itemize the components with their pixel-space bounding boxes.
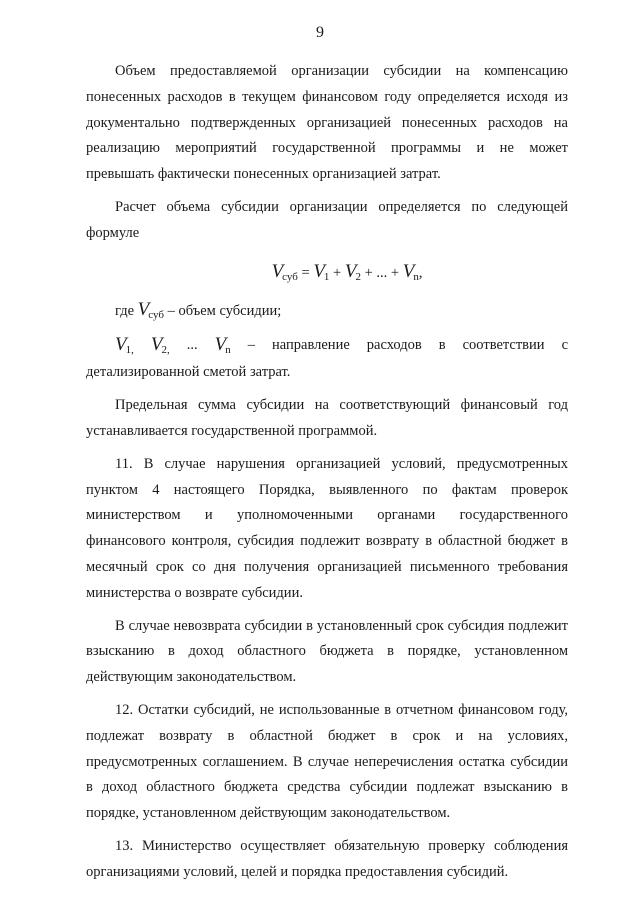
defs-v2-sub: 2, <box>161 344 170 357</box>
page-number: 9 <box>316 24 324 41</box>
formula-ellipsis: + ... + <box>360 264 403 281</box>
formula-term2-sub: 2 <box>355 270 361 283</box>
defs-vn-symbol: V <box>214 334 226 356</box>
formula-where-definition <box>86 297 568 325</box>
formula-termn-symbol: V <box>402 260 414 282</box>
formula-equals: = <box>297 264 314 281</box>
formula-plus: + <box>329 264 345 281</box>
formula-term1-sub: 1 <box>323 270 330 283</box>
formula-term2-symbol: V <box>344 260 356 282</box>
paragraph-item-13: 13. Министерство осуществляет обязательную проверку соблюдения организациями условий, целей и порядка предоставления субсидий. <box>86 837 568 880</box>
where-text: – объем субсидии; <box>163 302 282 319</box>
defs-v2-symbol: V <box>150 334 162 356</box>
defs-continuation: детализированной сметой затрат. <box>86 364 291 381</box>
defs-symbols <box>115 331 134 360</box>
defs-v1-sub: 1, <box>125 344 134 357</box>
defs-word-2: расходов <box>366 337 422 354</box>
defs-dots: ... <box>186 337 198 354</box>
where-symbol: V <box>137 298 149 320</box>
where-sub: суб <box>148 308 164 321</box>
defs-word-5: с <box>561 337 568 354</box>
defs-vn <box>215 331 231 360</box>
paragraph-item-12: 12. Остатки субсидий, не использованные в отчетном финансовом году, подлежат возврату в областной бюджет в срок и на условиях, предусмотренных соглашением. В случае неперечисления остатка субсидии в доход областного бюджета средства субсидии подлежат взысканию в порядке, установленном действующим законодательством. <box>86 701 568 822</box>
formula-terms-definition <box>86 331 568 360</box>
paragraph-max-subsidy: Предельная сумма субсидии на соответствующий финансовый год устанавливается государственной программой. <box>86 397 568 439</box>
defs-word-3: в <box>438 337 446 354</box>
defs-word-1: направление <box>272 337 350 354</box>
paragraph-item-11: 11. В случае нарушения организацией условий, предусмотренных пунктом 4 настоящего Порядка, выявленного по фактам проверок министерством и уполномоченными органами государственного финансового контроля, субсидия подлежит возврату в областной бюджет в месячный срок со дня получения организацией письменного требования министерства о возврате субсидии. <box>86 455 568 601</box>
formula-lhs-symbol: V <box>271 260 283 282</box>
formula-end: , <box>418 264 423 281</box>
defs-v1-symbol: V <box>115 334 126 356</box>
paragraph-calculation-intro: Расчет объема субсидии организации определяется по следующей формуле <box>86 198 568 241</box>
defs-dash: – <box>247 337 256 354</box>
defs-v2 <box>151 331 170 360</box>
defs-word-4: соответствии <box>462 337 545 354</box>
defs-vn-sub: n <box>225 344 231 357</box>
formula-term1-symbol: V <box>313 260 324 282</box>
paragraph-non-return: В случае невозврата субсидии в установленный срок субсидия подлежит взысканию в доход областного бюджета в порядке, установленном действующим законодательством. <box>86 617 568 686</box>
document-body <box>86 59 568 893</box>
paragraph-subsidy-volume: Объем предоставляемой организации субсидии на компенсацию понесенных расходов в текущем финансовом году определяется исходя из документально подтвержденных организацией понесенных расходов на реализацию мероприятий государственной программы и не может превышать фактически понесенных организацией затрат. <box>86 63 568 183</box>
formula-lhs-sub: суб <box>282 270 298 283</box>
subsidy-formula <box>86 258 568 287</box>
where-prefix: где <box>115 302 138 319</box>
formula-termn-sub: n <box>413 270 419 283</box>
